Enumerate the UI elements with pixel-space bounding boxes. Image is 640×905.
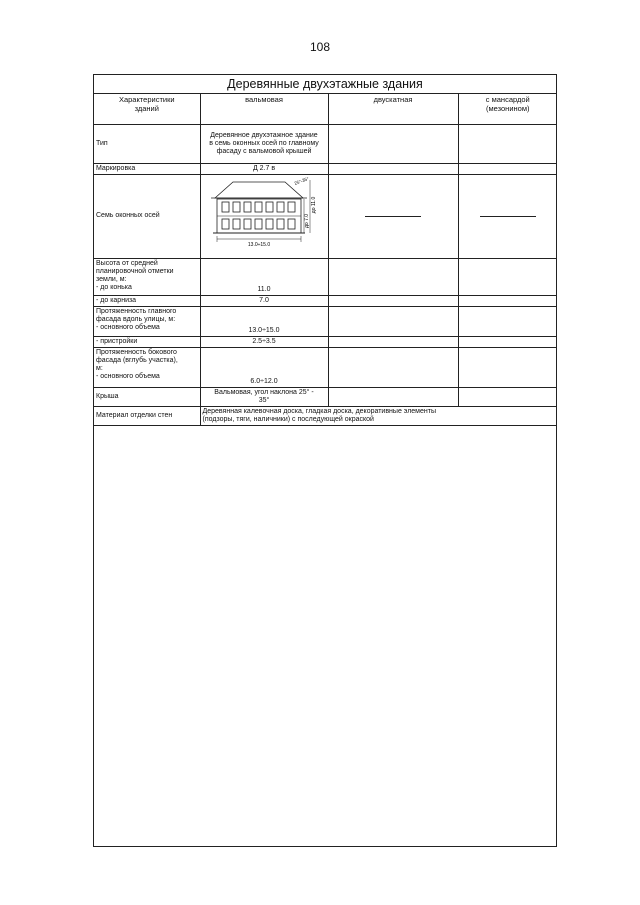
row-main-facade-gable: [328, 306, 458, 336]
row-marking-hipped: Д 2.7 в: [200, 163, 328, 174]
row-type: [94, 124, 557, 163]
row-roof-label: Крыша: [94, 387, 200, 406]
row-height-ridge-gable: [328, 258, 458, 295]
row-marking-mansard: [458, 163, 557, 174]
row-roof: [94, 387, 557, 406]
characteristics-table: [94, 94, 557, 426]
row-type-mansard: [458, 124, 557, 163]
row-height-ridge: [94, 258, 557, 295]
table-frame: [93, 74, 557, 847]
row-height-eaves: [94, 295, 557, 306]
row-seven-axes-label: Семь оконных осей: [94, 174, 200, 258]
table-title: Деревянные двухэтажные здания: [94, 75, 556, 94]
row-side-facade: [94, 347, 557, 387]
row-annex-label: - пристройки: [94, 336, 200, 347]
row-seven-axes-hipped: [200, 174, 328, 258]
row-eaves-label: - до карниза: [94, 295, 200, 306]
header-mansard: с мансардой (мезонином): [458, 94, 557, 124]
building-drawing: [201, 175, 327, 255]
mansard-dash: [480, 216, 536, 217]
row-main-facade-mansard: [458, 306, 557, 336]
row-height-label: Высота от средней планировочной отметки земли, м: - до конька: [94, 258, 200, 295]
row-type-gable: [328, 124, 458, 163]
row-eaves-value: 7.0: [200, 295, 328, 306]
row-main-facade-value: 13.0÷15.0: [200, 306, 328, 336]
row-roof-mansard: [458, 387, 557, 406]
row-seven-axes-gable: [328, 174, 458, 258]
row-type-hipped: Деревянное двухэтажное здание в семь оконных осей по главному фасаду с вальмовой крышей: [200, 124, 328, 163]
header-row: [94, 94, 557, 124]
drawing-width-label: 13.0÷15.0: [247, 241, 270, 248]
header-gable: двускатная: [328, 94, 458, 124]
gable-dash: [365, 216, 421, 217]
row-eaves-mansard: [458, 295, 557, 306]
row-seven-axes-mansard: [458, 174, 557, 258]
row-height-ridge-mansard: [458, 258, 557, 295]
row-roof-hipped: Вальмовая, угол наклона 25° - 35°: [200, 387, 328, 406]
row-main-facade-label: Протяженность главного фасада вдоль улицы, м: - основного объема: [94, 306, 200, 336]
row-wall-finish-label: Материал отделки стен: [94, 406, 200, 425]
row-marking-label: Маркировка: [94, 163, 200, 174]
page-number: 108: [309, 40, 331, 54]
row-wall-finish-value: Деревянная калевочная доска, гладкая доска, декоративные элементы (подзоры, тяги, наличники) с последующей окраской: [200, 406, 557, 425]
header-characteristics: Характеристики зданий: [94, 94, 200, 124]
row-marking: [94, 163, 557, 174]
row-type-label: Тип: [94, 124, 200, 163]
row-roof-gable: [328, 387, 458, 406]
row-side-facade-label: Протяженность бокового фасада (вглубь участка), м: - основного объема: [94, 347, 200, 387]
header-hipped: вальмовая: [200, 94, 328, 124]
drawing-ridge-height: до 11.0: [310, 196, 317, 213]
row-seven-axes: [94, 174, 557, 258]
row-annex-value: 2.5÷3.5: [200, 336, 328, 347]
row-side-facade-value: 6.0÷12.0: [200, 347, 328, 387]
row-annex-mansard: [458, 336, 557, 347]
row-annex: [94, 336, 557, 347]
row-height-ridge-value: 11.0: [200, 258, 328, 295]
row-annex-gable: [328, 336, 458, 347]
row-side-facade-mansard: [458, 347, 557, 387]
row-eaves-gable: [328, 295, 458, 306]
drawing-eaves-height: до 7.0: [303, 213, 310, 228]
row-marking-gable: [328, 163, 458, 174]
drawing-angle-label: 25°-35°: [293, 175, 310, 186]
row-wall-finish: [94, 406, 557, 425]
row-main-facade: [94, 306, 557, 336]
row-side-facade-gable: [328, 347, 458, 387]
